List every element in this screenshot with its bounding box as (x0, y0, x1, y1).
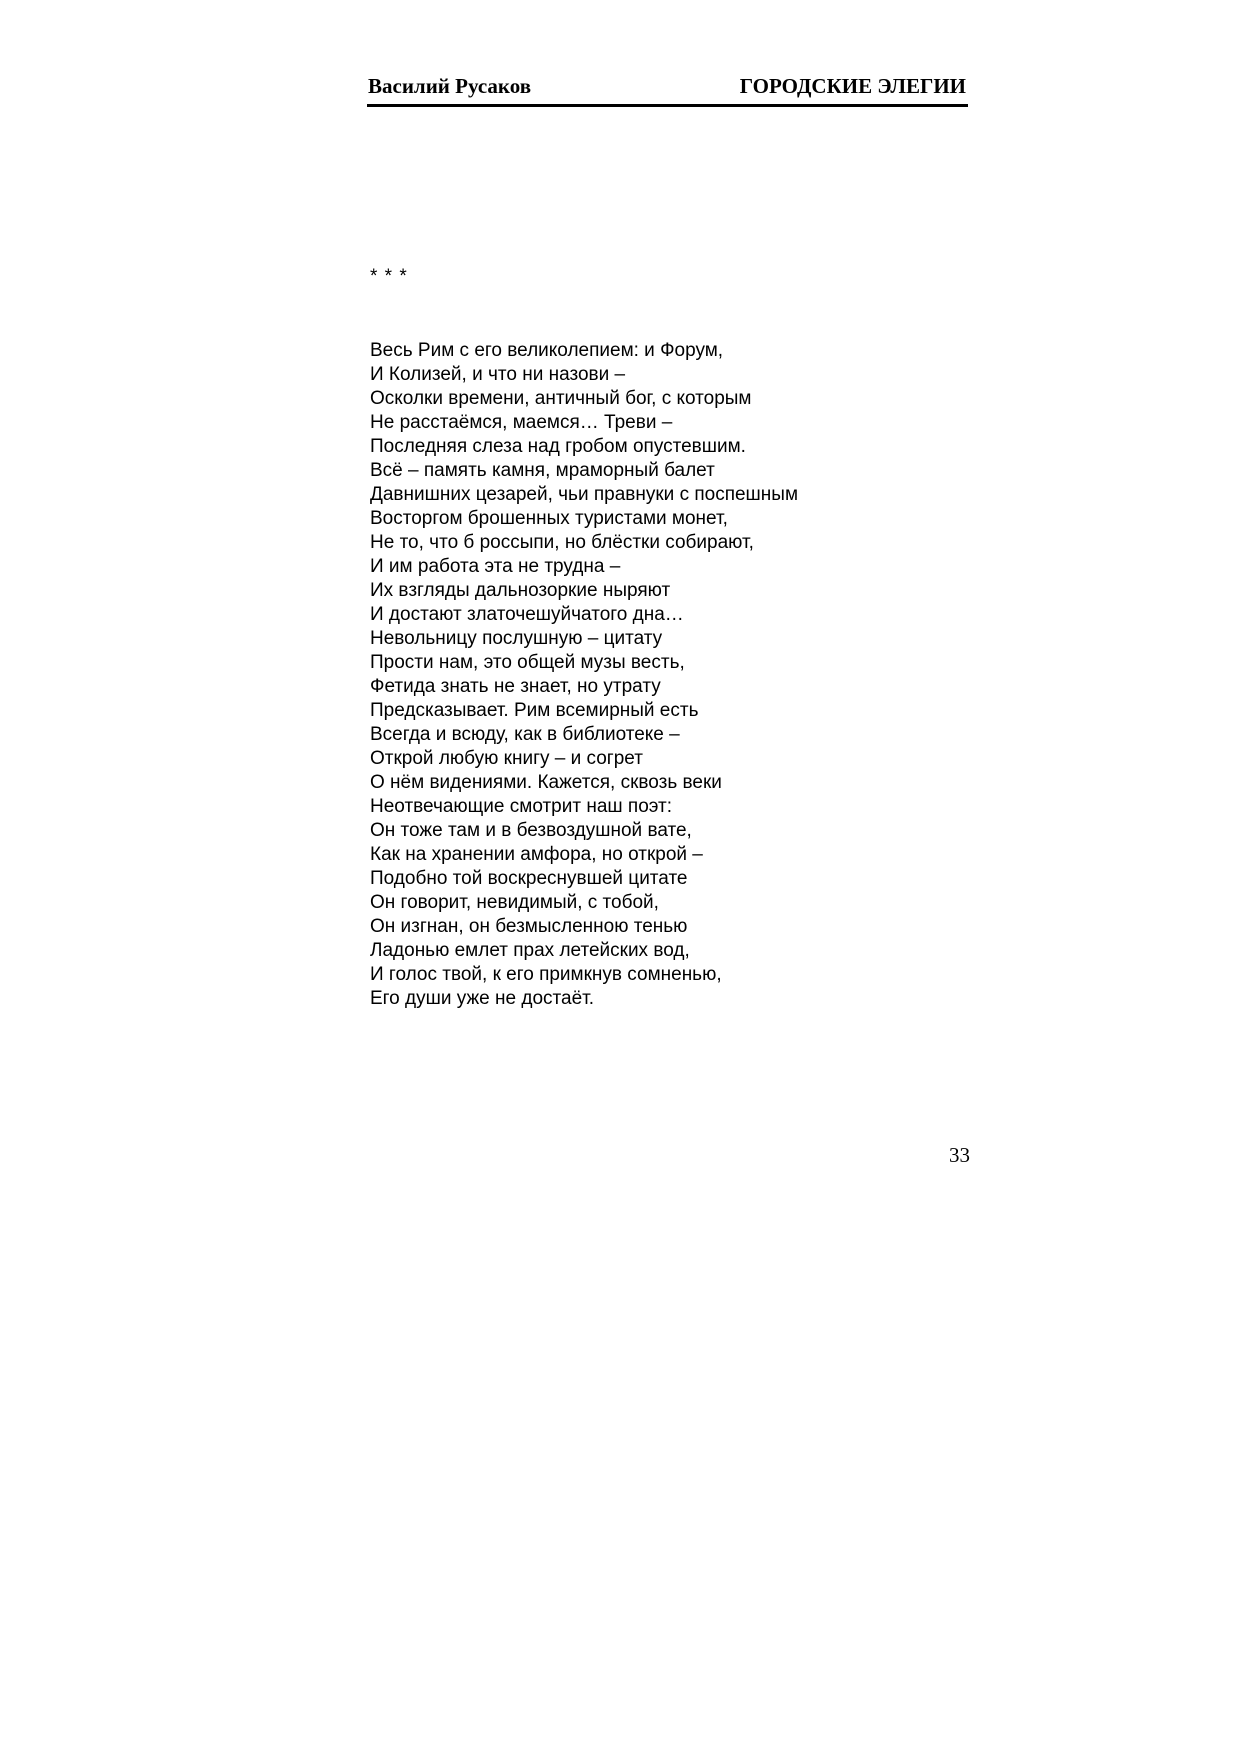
poem-line: Он изгнан, он безмысленною тенью (370, 916, 688, 937)
poem-line: Всё – память камня, мраморный балет (370, 460, 715, 481)
poem-line: Фетида знать не знает, но утрату (370, 676, 661, 697)
poem-line: Предсказывает. Рим всемирный есть (370, 700, 699, 721)
poem-line: Как на хранении амфора, но открой – (370, 844, 703, 865)
poem-line: Невольницу послушную – цитату (370, 628, 663, 649)
poem-separator: * * * (370, 266, 408, 287)
poem-line: Он тоже там и в безвоздушной вате, (370, 820, 692, 841)
poem-line: Не то, что б россыпи, но блёстки собирают, (370, 532, 754, 553)
poem (370, 265, 930, 1011)
poem-line: Их взгляды дальнозоркие ныряют (370, 580, 671, 601)
poem-line: Его души уже не достаёт. (370, 988, 595, 1009)
header-author: Василий Русаков (368, 74, 532, 98)
poem-lines (370, 339, 930, 1011)
poem-line: И Колизей, и что ни назови – (370, 364, 626, 385)
poem-line: Прости нам, это общей музы весть, (370, 652, 685, 673)
poem-line: Последняя слеза над гробом опустевшим. (370, 436, 746, 457)
page-number: 33 (949, 1143, 970, 1167)
poem-line: Подобно той воскреснувшей цитате (370, 868, 688, 889)
poem-line: Ладонью емлет прах летейских вод, (370, 940, 690, 961)
poem-line: О нём видениями. Кажется, сквозь веки (370, 772, 722, 793)
poem-line: Он говорит, невидимый, с тобой, (370, 892, 659, 913)
poem-line: Давнишних цезарей, чьи правнуки с поспешным (370, 484, 799, 505)
poem-line: И им работа эта не трудна – (370, 556, 621, 577)
poem-line: И голос твой, к его примкнув сомненью, (370, 964, 722, 985)
poem-line: Всегда и всюду, как в библиотеке – (370, 724, 680, 745)
running-header (367, 74, 968, 107)
poem-line: Открой любую книгу – и согрет (370, 748, 643, 769)
header-book-title: ГОРОДСКИЕ ЭЛЕГИИ (739, 74, 966, 98)
poem-line: Неотвечающие смотрит наш поэт: (370, 796, 673, 817)
poem-line: Не расстаёмся, маемся… Треви – (370, 412, 673, 433)
poem-line: Весь Рим с его великолепием: и Форум, (370, 340, 724, 361)
poem-line: Восторгом брошенных туристами монет, (370, 508, 728, 529)
poem-line: И достают златочешуйчатого дна… (370, 604, 684, 625)
poem-line: Осколки времени, античный бог, с которым (370, 388, 752, 409)
